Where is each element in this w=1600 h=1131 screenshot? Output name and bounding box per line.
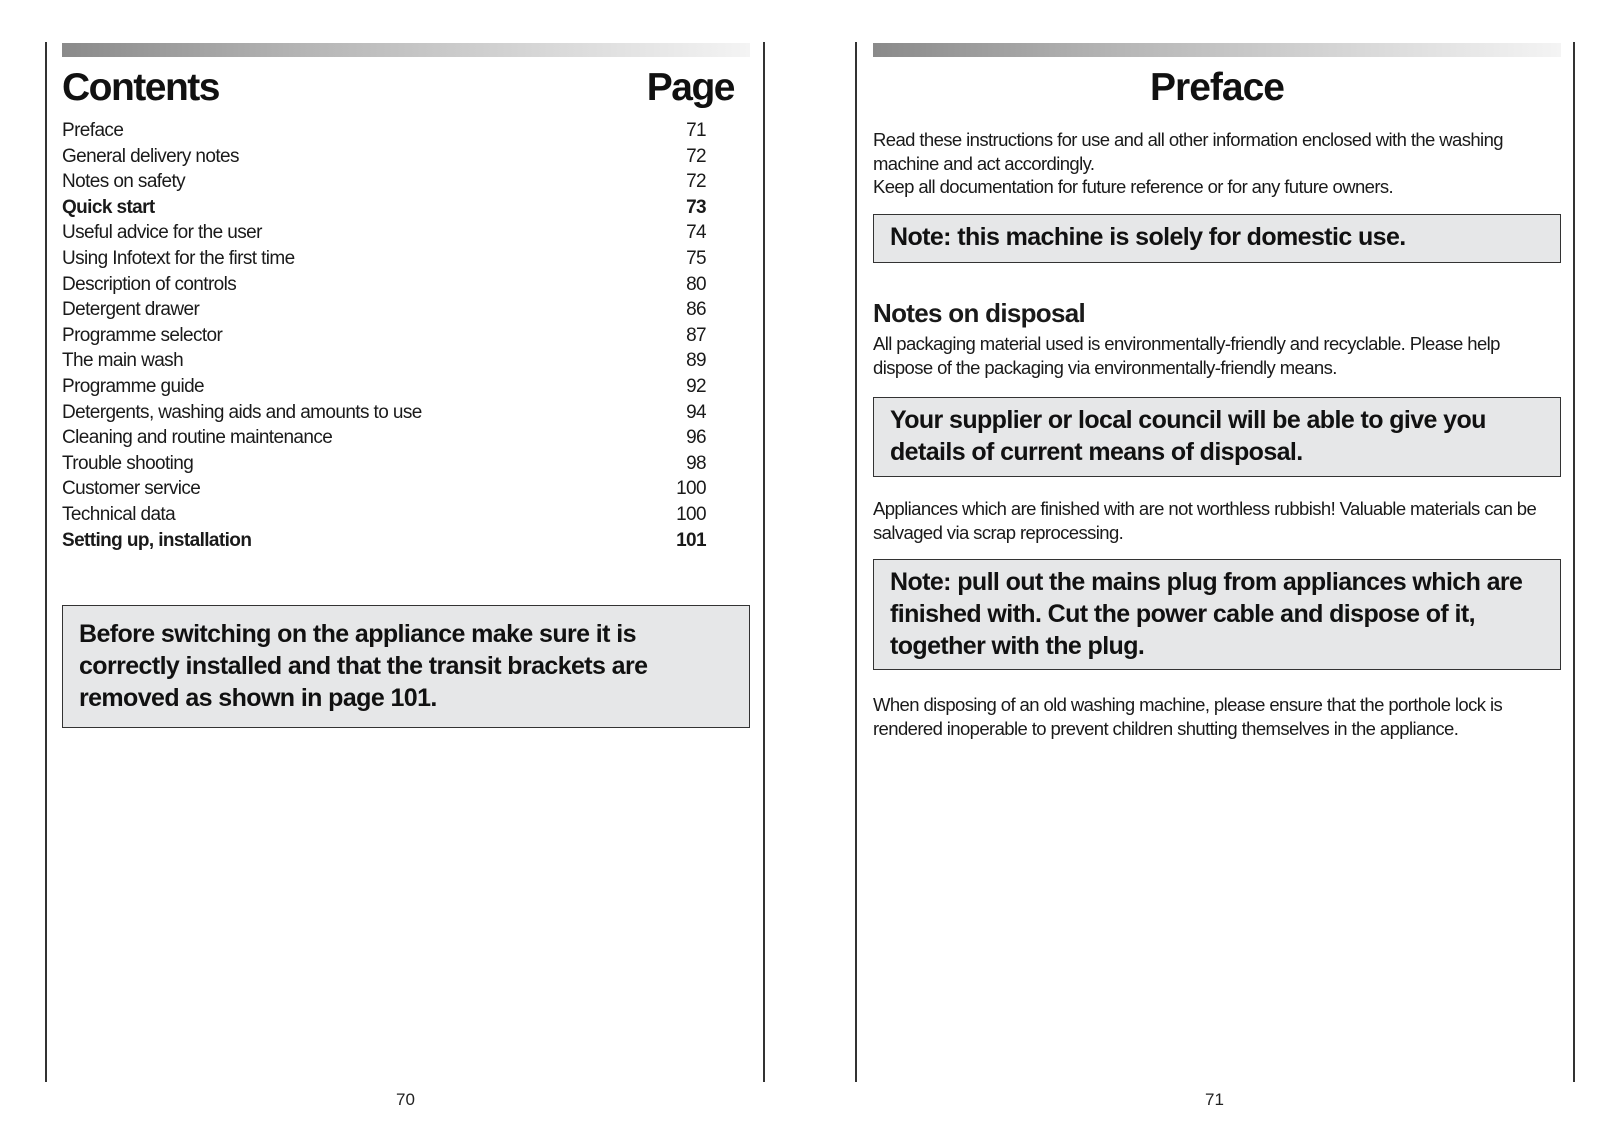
toc-entry-label: Cleaning and routine maintenance [62, 427, 333, 449]
domestic-use-note: Note: this machine is solely for domestic use. [873, 214, 1561, 263]
installation-warning-box: Before switching on the appliance make sure it is correctly installed and that the transit brackets are removed as shown in page 101. [62, 605, 750, 728]
right-outer-rule [1573, 42, 1575, 1082]
intro-paragraph [873, 128, 1563, 199]
toc-entry-label: Programme guide [62, 375, 205, 397]
page-number-right: 71 [1205, 1090, 1224, 1109]
toc-entry-page: 98 [686, 452, 706, 474]
toc-entry [62, 246, 706, 272]
toc-entry [62, 476, 706, 502]
toc-entry [62, 502, 706, 528]
right-header-bar [873, 43, 1561, 57]
toc-entry-label: Technical data [62, 503, 176, 525]
toc-entry [62, 528, 706, 554]
toc-entry-page: 75 [686, 247, 706, 269]
disposal-heading: Notes on disposal [873, 298, 1086, 328]
toc-entry-label: Preface [62, 120, 124, 141]
toc-entry [62, 425, 706, 451]
page-column-title: Page [646, 66, 734, 109]
toc-entry-label: Trouble shooting [62, 452, 194, 474]
packaging-paragraph: All packaging material used is environmentally-friendly and recyclable. Please help dispose of the packaging via environmentally-friendly means. [873, 333, 1500, 378]
toc-entry-label: Using Infotext for the first time [62, 247, 295, 269]
toc-entry-label: The main wash [62, 350, 184, 372]
supplier-note: Your supplier or local council will be able to give you details of current means of disposal. [873, 397, 1561, 477]
toc-entry-page: 72 [686, 171, 706, 193]
table-of-contents [62, 118, 706, 553]
toc-entry-label: Detergents, washing aids and amounts to use [62, 401, 422, 423]
toc-entry-page: 71 [686, 120, 706, 141]
toc-entry-label: Useful advice for the user [62, 222, 262, 244]
toc-entry [62, 169, 706, 195]
toc-entry-label: Customer service [62, 478, 201, 500]
toc-entry [62, 220, 706, 246]
right-inner-rule [855, 42, 857, 1082]
toc-entry [62, 323, 706, 349]
toc-entry-label: Programme selector [62, 324, 223, 346]
toc-entry-page: 101 [676, 529, 706, 551]
toc-entry-page: 73 [686, 196, 706, 218]
toc-entry-label: Quick start [62, 196, 155, 218]
toc-entry-page: 87 [686, 324, 706, 346]
toc-entry-page: 92 [686, 375, 706, 397]
intro-text: Read these instructions for use and all other information enclosed with the washing machine and act accordingly. [873, 129, 1503, 174]
mains-plug-note: Note: pull out the mains plug from appliances which are finished with. Cut the power cable and dispose of it, together with the plug. [873, 559, 1561, 670]
appliances-paragraph: Appliances which are finished with are not worthless rubbish! Valuable materials can be salvaged via scrap reprocessing. [873, 498, 1537, 543]
toc-entry-label: General delivery notes [62, 145, 239, 167]
preface-title: Preface [1150, 66, 1284, 109]
toc-entry-page: 80 [686, 273, 706, 295]
keep-docs-text: Keep all documentation for future reference or for any future owners. [873, 176, 1394, 197]
toc-entry [62, 400, 706, 426]
toc-entry [62, 297, 706, 323]
toc-entry-page: 89 [686, 350, 706, 372]
porthole-paragraph: When disposing of an old washing machine, please ensure that the porthole lock is rendered inoperable to prevent children shutting themselves in the appliance. [873, 694, 1503, 739]
left-outer-rule [45, 42, 47, 1082]
toc-entry-label: Setting up, installation [62, 529, 252, 551]
toc-entry-page: 100 [676, 478, 706, 500]
toc-entry-page: 96 [686, 427, 706, 449]
toc-entry [62, 374, 706, 400]
toc-entry-label: Description of controls [62, 273, 237, 295]
toc-entry-page: 100 [676, 503, 706, 525]
toc-entry [62, 272, 706, 298]
page-number-left: 70 [396, 1090, 415, 1109]
toc-entry [62, 195, 706, 221]
toc-entry [62, 451, 706, 477]
toc-entry-label: Notes on safety [62, 171, 186, 193]
toc-entry [62, 144, 706, 170]
left-inner-rule [763, 42, 765, 1082]
toc-entry-page: 72 [686, 145, 706, 167]
toc-entry-page: 86 [686, 299, 706, 321]
contents-title: Contents [62, 66, 219, 109]
toc-entry [62, 118, 706, 144]
toc-entry-page: 74 [686, 222, 706, 244]
left-header-bar [62, 43, 750, 57]
toc-entry-page: 94 [686, 401, 706, 423]
toc-entry [62, 348, 706, 374]
contents-header [62, 66, 734, 114]
toc-entry-label: Detergent drawer [62, 299, 200, 321]
